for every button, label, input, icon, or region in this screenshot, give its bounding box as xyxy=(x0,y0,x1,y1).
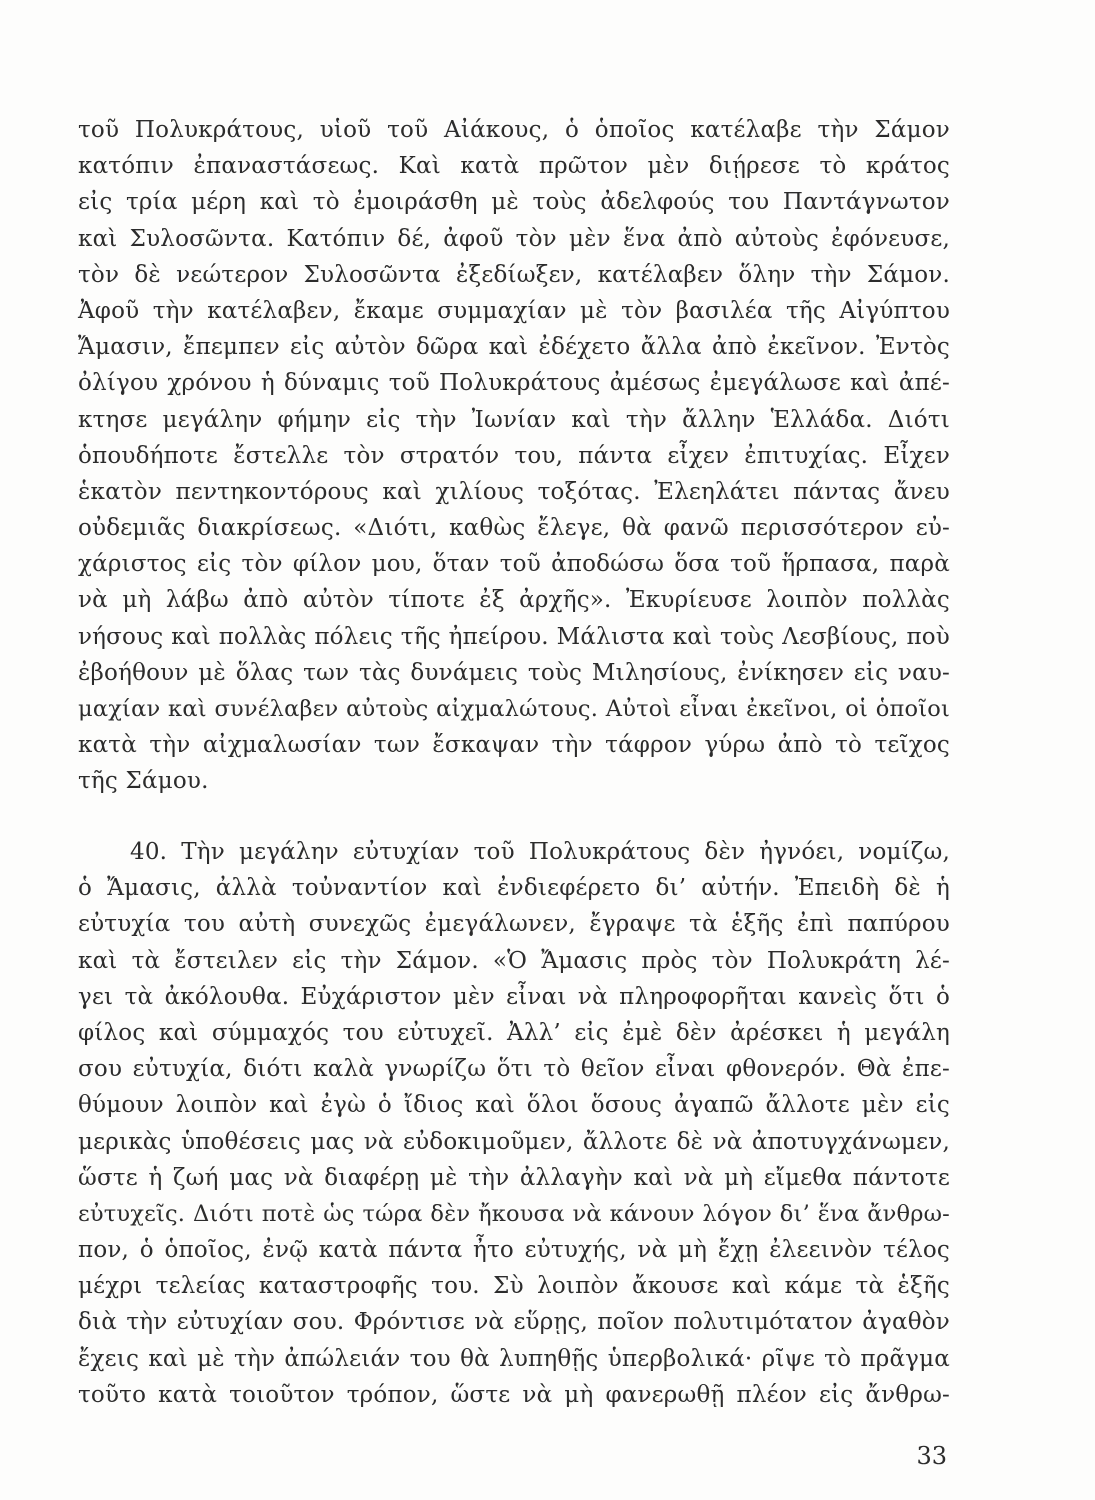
text-line: διὰ τὴν εὐτυχίαν σου. Φρόντισε νὰ εὕρῃς, ποῖον πολυτιμότατον ἀγαθὸν xyxy=(78,1309,950,1336)
text-line: μαχίαν καὶ συνέλαβεν αὐτοὺς αἰχμαλώτους. Αὐτοὶ εἶναι ἐκεῖνοι, οἱ ὁποῖοι xyxy=(78,696,950,722)
text-line: εὐτυχεῖς. Διότι ποτὲ ὡς τώρα δὲν ἤκουσα νὰ κάνουν λόγον δι’ ἕνα ἄνθρω- xyxy=(78,1200,950,1227)
text-line: τοῦ Πολυκράτους, υἱοῦ τοῦ Αἰάκους, ὁ ὁποῖος κατέλαβε τὴν Σάμον xyxy=(78,117,950,143)
text-line: τοῦτο κατὰ τοιοῦτον τρόπον, ὥστε νὰ μὴ φανερωθῇ πλέον εἰς ἄνθρω- xyxy=(78,1381,950,1408)
text-line: ἔχεις καὶ μὲ τὴν ἀπώλειάν του θὰ λυπηθῇς ὑπερβολικά· ρῖψε τὸ πρᾶγμα xyxy=(78,1345,950,1372)
page-number: 33 xyxy=(916,1442,947,1470)
text-line: κατόπιν ἐπαναστάσεως. Καὶ κατὰ πρῶτον μὲν διῄρεσε τὸ κράτος xyxy=(78,153,950,180)
text-line: 40. Τὴν μεγάλην εὐτυχίαν τοῦ Πολυκράτους δὲν ἠγνόει, νομίζω, xyxy=(130,839,950,865)
text-line: ὁ Ἄμασις, ἀλλὰ τοὐναντίον καὶ ἐνδιεφέρετο δι’ αὐτήν. Ἐπειδὴ δὲ ἡ xyxy=(78,875,950,902)
text-line: μερικὰς ὑποθέσεις μας νὰ εὐδοκιμοῦμεν, ἄλλοτε δὲ νὰ ἀποτυγχάνωμεν, xyxy=(78,1128,950,1155)
text-line: ἑκατὸν πεντηκοντόρους καὶ χιλίους τοξότας. Ἐλεηλάτει πάντας ἄνευ xyxy=(78,478,950,505)
text-line: ὥστε ἡ ζωή μας νὰ διαφέρῃ μὲ τὴν ἀλλαγὴν καὶ νὰ μὴ εἴμεθα πάντοτε xyxy=(78,1164,950,1191)
text-line: νὰ μὴ λάβω ἀπὸ αὐτὸν τίποτε ἐξ ἀρχῆς». Ἐκυρίευσε λοιπὸν πολλὰς xyxy=(78,587,950,614)
text-line: καὶ τὰ ἔστειλεν εἰς τὴν Σάμον. «Ὁ Ἄμασις πρὸς τὸν Πολυκράτη λέ- xyxy=(78,947,950,974)
text-line: Ἀφοῦ τὴν κατέλαβεν, ἔκαμε συμμαχίαν μὲ τὸν βασιλέα τῆς Αἰγύπτου xyxy=(78,297,950,324)
text-line: καὶ Συλοσῶντα. Κατόπιν δέ, ἀφοῦ τὸν μὲν ἕνα ἀπὸ αὐτοὺς ἐφόνευσε, xyxy=(78,225,950,252)
text-line: πον, ὁ ὁποῖος, ἐνῷ κατὰ πάντα ἦτο εὐτυχής, νὰ μὴ ἔχῃ ἐλεεινὸν τέλος xyxy=(78,1237,950,1264)
text-line: φίλος καὶ σύμμαχός του εὐτυχεῖ. Ἀλλ’ εἰς ἐμὲ δὲν ἀρέσκει ἡ μεγάλη xyxy=(78,1019,950,1046)
text-line: εἰς τρία μέρη καὶ τὸ ἐμοιράσθη μὲ τοὺς ἀδελφούς του Παντάγνωτον xyxy=(78,189,950,216)
text-line: χάριστος εἰς τὸν φίλον μου, ὅταν τοῦ ἀποδώσω ὅσα τοῦ ἥρπασα, παρὰ xyxy=(78,551,950,578)
text-line: Ἄμασιν, ἔπεμπεν εἰς αὐτὸν δῶρα καὶ ἐδέχετο ἄλλα ἀπὸ ἐκεῖνον. Ἐντὸς xyxy=(78,334,950,361)
text-line: εὐτυχία του αὐτὴ συνεχῶς ἐμεγάλωνεν, ἔγραψε τὰ ἑξῆς ἐπὶ παπύρου xyxy=(78,911,950,938)
text-line: γει τὰ ἀκόλουθα. Εὐχάριστον μὲν εἶναι νὰ πληροφορῆται κανεὶς ὅτι ὁ xyxy=(78,983,950,1010)
text-line: σου εὐτυχία, διότι καλὰ γνωρίζω ὅτι τὸ θεῖον εἶναι φθονερόν. Θὰ ἐπε- xyxy=(78,1056,950,1083)
text-line: ὁπουδήποτε ἔστελλε τὸν στρατόν του, πάντα εἶχεν ἐπιτυχίας. Εἶχεν xyxy=(78,442,950,469)
text-line: ὀλίγου χρόνου ἡ δύναμις τοῦ Πολυκράτους ἀμέσως ἐμεγάλωσε καὶ ἀπέ- xyxy=(78,370,950,397)
text-line: νήσους καὶ πολλὰς πόλεις τῆς ἠπείρου. Μάλιστα καὶ τοὺς Λεσβίους, ποὺ xyxy=(78,623,950,650)
text-line: κτησε μεγάλην φήμην εἰς τὴν Ἰωνίαν καὶ τὴν ἄλλην Ἑλλάδα. Διότι xyxy=(78,406,950,433)
text-line: ἐβοήθουν μὲ ὅλας των τὰς δυνάμεις τοὺς Μιλησίους, ἐνίκησεν εἰς ναυ- xyxy=(78,659,950,686)
text-line: τὸν δὲ νεώτερον Συλοσῶντα ἐξεδίωξεν, κατέλαβεν ὅλην τὴν Σάμον. xyxy=(78,261,950,288)
text-line: οὐδεμιᾶς διακρίσεως. «Διότι, καθὼς ἔλεγε, θὰ φανῶ περισσότερον εὐ- xyxy=(78,515,950,542)
text-line: τῆς Σάμου. xyxy=(78,768,209,795)
text-line: μέχρι τελείας καταστροφῆς του. Σὺ λοιπὸν ἄκουσε καὶ κάμε τὰ ἑξῆς xyxy=(78,1273,950,1300)
paragraph-2 xyxy=(78,834,950,1413)
text-line: θύμουν λοιπὸν καὶ ἐγὼ ὁ ἴδιος καὶ ὅλοι ὅσους ἀγαπῶ ἄλλοτε μὲν εἰς xyxy=(78,1092,950,1119)
text-line: κατὰ τὴν αἰχμαλωσίαν των ἔσκαψαν τὴν τάφρον γύρω ἀπὸ τὸ τεῖχος xyxy=(78,732,950,759)
paragraph-1 xyxy=(78,112,950,800)
